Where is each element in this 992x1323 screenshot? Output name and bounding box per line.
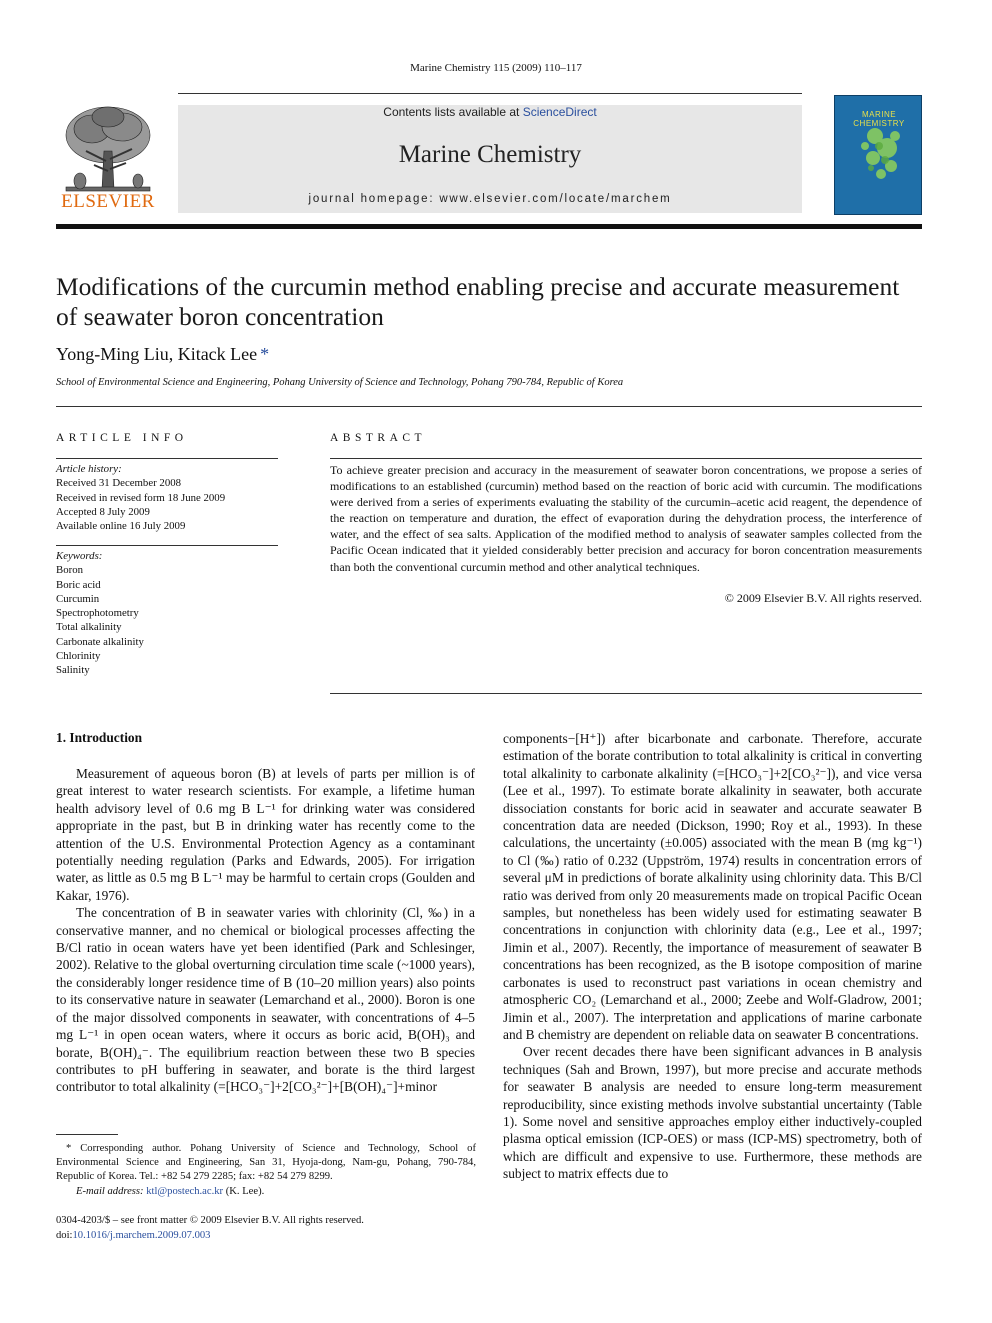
footnote-text: * Corresponding author. Pohang University of Science and Technology, School of Environmental Science and Engineering, San 31, Hyoja-dong, Nam-gu, Pohang, 790-784, Republic of Korea. Tel.: +82 54 279 2285; fax: +82 54 279 8299.: [56, 1143, 476, 1183]
keywords-block: [56, 549, 278, 678]
keyword-item: Chlorinity: [56, 650, 101, 663]
article-info-rule: [56, 458, 278, 459]
doi-link[interactable]: 10.1016/j.marchem.2009.07.003: [72, 1229, 211, 1241]
keyword-item: Boron: [56, 564, 83, 577]
article-history: [56, 462, 278, 533]
publisher-logo-text: ELSEVIER: [61, 191, 155, 212]
journal-banner: [178, 105, 802, 213]
abstract-text: To achieve greater precision and accuracy in the measurement of seawater boron concentrations, we propose a series of modifications to an established (curcumin) method based on the reaction of boric acid with curcumin. The modifications were derived from a series of experiments evaluating the stability of the curcumin–acetic acid reagent, the dependence of the reaction on temperature and duration, the effect of evaporation during the dehydration process, the interference of water, and the effect of sea salts. Application of the modified method to analysis of seawater samples collected from the Pacific Ocean indicated that it yielded considerably better precision and accuracy for boron concentration measurements than both the conventional curcumin method and other analytical techniques.: [330, 463, 922, 574]
sciencedirect-link[interactable]: ScienceDirect: [522, 105, 597, 119]
email-suffix: (K. Lee).: [225, 1185, 265, 1197]
body-paragraph: Measurement of aqueous boron (B) at levels of parts per million is of great interest to water research scientists. For example, a lifetime human health advisory level of 0.6 mg B L⁻¹ for drinking water was considered appropriate in the past, but B in drinking water has recently come to the attention of the U.S. Environmental Protection Agency as a contaminant potentially needing regulation (Parks and Edwards, 2005). For irrigation water, as little as 0.5 mg B L⁻¹ may be harmful to certain crops (Goulden and Kakar, 1976).: [56, 766, 475, 903]
journal-homepage[interactable]: journal homepage: www.elsevier.com/locate/marchem: [308, 193, 672, 205]
email-label: E-mail address:: [76, 1185, 144, 1197]
history-item: Received 31 December 2008: [56, 477, 182, 490]
keywords-heading: Keywords:: [56, 550, 103, 562]
article-title: Modifications of the curcumin method enabling precise and accurate measurement of seawater boron concentration: [56, 272, 900, 331]
author-affiliation: School of Environmental Science and Engineering, Pohang University of Science and Technology, Pohang 790-784, Republic of Korea: [56, 377, 624, 388]
journal-cover-image: [834, 95, 922, 215]
contents-prefix: Contents lists available at: [383, 105, 523, 119]
affiliation-rule: [56, 406, 922, 407]
doi-prefix: doi:: [56, 1229, 73, 1241]
section-heading-introduction: 1. Introduction: [56, 730, 143, 745]
keyword-item: Total alkalinity: [56, 621, 122, 634]
cover-title: MARINE CHEMISTRY: [853, 110, 905, 128]
article-history-heading: Article history:: [56, 463, 122, 475]
journal-name: Marine Chemistry: [398, 141, 582, 168]
abstract-rule: [330, 458, 922, 459]
journal-masthead: [56, 93, 922, 215]
issn-line: 0304-4203/$ – see front matter © 2009 Elsevier B.V. All rights reserved.: [56, 1215, 364, 1226]
keyword-item: Curcumin: [56, 592, 100, 605]
running-head: Marine Chemistry 115 (2009) 110–117: [410, 62, 582, 74]
cover-artwork: [835, 96, 922, 215]
authors-names: Yong-Ming Liu, Kitack Lee: [56, 344, 258, 364]
abstract-heading: ABSTRACT: [330, 432, 427, 444]
author-list: [56, 344, 269, 365]
email-line: [56, 1185, 476, 1199]
keywords-rule: [56, 545, 278, 546]
keyword-item: Spectrophotometry: [56, 607, 139, 620]
footnote-rule: [56, 1134, 118, 1135]
keyword-item: Carbonate alkalinity: [56, 635, 144, 648]
abstract-copyright: © 2009 Elsevier B.V. All rights reserved.: [724, 591, 922, 605]
email-link[interactable]: ktl@postech.ac.kr: [146, 1185, 224, 1197]
corresponding-author-footnote: [56, 1142, 476, 1199]
body-paragraph: components−[H⁺]) after bicarbonate and carbonate. Therefore, accurate estimation of the borate contribution to total alkalinity is critical in converting total alkalinity to carbonate alkalinity (=[HCO₃⁻]+2[CO₃²⁻]), and vice versa (Lee et al., 1997). To estimate borate alkalinity in seawater, both accurate dissociation constants for boric acid in seawater and accurate seawater B concentration data are needed (Dickson, 1990; Roy et al., 1993). In these calculations, the uncertainty (±0.005) associated with the mean B (mg kg⁻¹) to Cl (‰) ratio of 0.232 (Uppström, 1974) results in concentration errors of several μM in predictions of borate alkalinity using chlorinity data. This B/Cl ratio was derived from only 20 measurements made on tropical Pacific Ocean samples, but nonetheless has been widely used for estimating seawater B concentrations in conjunction with chlorinity data (e.g., Lee et al., 1997; Jimin et al., 2007). Recently, the importance of measurement of seawater B concentrations has been recognized, as the B isotope composition of marine carbonates is used to reconstruct past variations in ocean chemistry and atmospheric CO₂ (Lemarchand et al., 2000; Zeebe and Wolf-Gladrow, 2001; Jimin et al., 2007). The interpretation and applications of marine carbonate and B chemistry are dependent on reliable data on seawater B concentrations.: [503, 731, 922, 1042]
front-matter: [56, 1214, 364, 1243]
contents-line: [178, 105, 802, 119]
history-item: Received in revised form 18 June 2009: [56, 491, 226, 504]
keyword-item: Boric acid: [56, 578, 101, 591]
history-item: Available online 16 July 2009: [56, 520, 186, 533]
body-right-column: [503, 730, 922, 1183]
abstract-bottom-rule: [330, 693, 922, 694]
corresponding-author-mark[interactable]: *: [260, 344, 270, 364]
body-left-column: [56, 765, 475, 1096]
header-divider: [56, 224, 922, 229]
body-paragraph: The concentration of B in seawater varies with chlorinity (Cl, ‰) in a conservative manner, and no chemical or biological processes affecting the B/Cl ratio in ocean waters have yet been identified (Park and Schlesinger, 2002). Relative to the global overturning circulation time scale (~1000 years), the considerably longer residence time of B (10–20 million years) also points to its conservative nature in seawater (Lemarchand et al., 2000). Boron is one of the major dissolved components in seawater, with concentrations of 4–5 mg L⁻¹ in open ocean waters, where it occurs as boric acid, B(OH)₃ and borate, B(OH)₄⁻. The equilibrium reaction between these two B species contributes to pH buffering in seawater, and borate is the third largest contributor to total alkalinity (=[HCO₃⁻]+2[CO₃²⁻]+[B(OH)₄⁻]+minor: [56, 905, 475, 1095]
masthead-rule: [178, 93, 802, 94]
history-item: Accepted 8 July 2009: [56, 505, 150, 518]
doi-line: [56, 1229, 364, 1244]
article-info-heading: ARTICLE INFO: [56, 432, 188, 444]
body-paragraph: Over recent decades there have been significant advances in B analysis techniques (Sah and Brown, 1997), but more precise and accurate methods for seawater B analysis are needed to ensure long-term measurement reproducibility, since existing methods involve substantial uncertainty (Table 1). Some novel and sensitive approaches employ either inductively-coupled plasma optical emission (ICP-OES) or mass (ICP-MS) spectrometry, both of which are difficult and expensive to use. Furthermore, these methods are subject to matrix effects due to: [503, 1044, 922, 1182]
keyword-item: Salinity: [56, 664, 90, 677]
